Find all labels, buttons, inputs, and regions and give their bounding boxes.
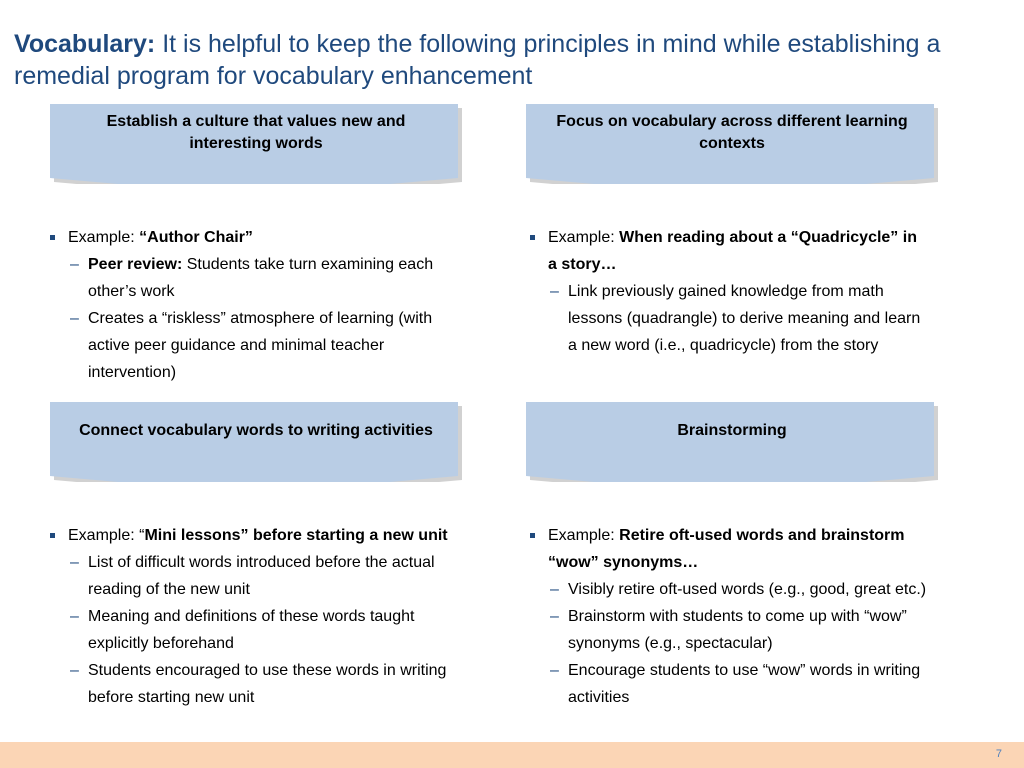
sub-bullet-text: Students take turn examining each other’s work [88, 256, 434, 300]
footer-bar [0, 742, 1024, 768]
sub-bullet-text: Meaning and definitions of these words taught explicitly beforehand [88, 608, 415, 652]
sub-bullet [526, 576, 936, 603]
chevron-header-contexts [526, 104, 938, 184]
example-prefix: Example: [548, 527, 620, 544]
example-prefix: Example: [68, 229, 140, 246]
chevron-label: Brainstorming [677, 422, 787, 439]
chevron-header-culture [50, 104, 462, 184]
sub-bullet [46, 603, 456, 657]
page-number: 7 [995, 748, 1002, 760]
example-title: Retire oft-used words and brainstorm “wow” synonyms… [548, 527, 905, 571]
section-content-culture [46, 224, 456, 386]
sub-bullet-text: List of difficult words introduced before the actual reading of the new unit [88, 554, 435, 598]
sub-bullet [46, 657, 456, 711]
chevron-label: Connect vocabulary words to writing activities [79, 422, 433, 439]
example-bullet [46, 522, 456, 549]
chevron-label: Focus on vocabulary across different learning contexts [556, 113, 908, 152]
title-lead: Vocabulary: [14, 30, 156, 58]
section-content-brainstorming [526, 522, 936, 711]
example-bullet [46, 224, 456, 251]
chevron-header-brainstorming [526, 402, 938, 482]
sub-bullet [46, 251, 456, 305]
sub-bullet [526, 278, 926, 359]
section-content-writing [46, 522, 456, 711]
sub-bullet-text: Creates a “riskless” atmosphere of learning (with active peer guidance and minimal teacher intervention) [88, 310, 433, 381]
title-text: It is helpful to keep the following principles in mind while establishing a remedial program for vocabulary enhancement [14, 30, 941, 90]
sub-bullet [46, 549, 456, 603]
sub-bullet-text: Students encouraged to use these words in writing before starting new unit [88, 662, 447, 706]
sub-bullet [46, 305, 456, 386]
chevron-label: Establish a culture that values new and interesting words [106, 113, 406, 152]
chevron-header-writing [50, 402, 462, 482]
sub-bullet [526, 603, 936, 657]
example-bullet [526, 224, 926, 278]
sub-bullet-bold: Peer review: [88, 256, 183, 273]
sub-bullet-text: Encourage students to use “wow” words in writing activities [568, 662, 921, 706]
example-prefix: Example: [548, 229, 620, 246]
example-title: When reading about a “Quadricycle” in a story… [548, 229, 917, 273]
example-bullet [526, 522, 936, 576]
section-content-contexts [526, 224, 926, 359]
slide-title [14, 28, 1004, 92]
sub-bullet-text: Visibly retire oft-used words (e.g., good, great etc.) [568, 581, 927, 598]
sub-bullet-text: Link previously gained knowledge from math lessons (quadrangle) to derive meaning and learn a new word (i.e., quadricycle) from the story [568, 283, 921, 354]
sub-bullet [526, 657, 936, 711]
example-prefix: Example: “ [68, 527, 145, 544]
sub-bullet-text: Brainstorm with students to come up with “wow” synonyms (e.g., spectacular) [568, 608, 907, 652]
example-title: Mini lessons” before starting a new unit [144, 527, 448, 544]
example-title: “Author Chair” [139, 229, 253, 246]
